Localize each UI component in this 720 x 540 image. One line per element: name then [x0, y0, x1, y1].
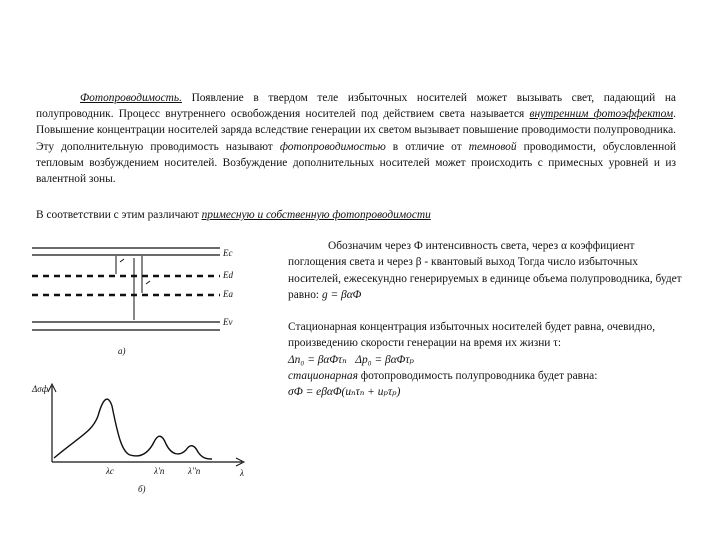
level-label-ev: Ev	[223, 317, 233, 327]
p1-part-a: Появление в твердом теле избыточных носителей может вызывать свет, падающий на полупроводник. Процесс внутреннего освобождения носителей под действием света называется	[36, 92, 676, 121]
photon-marks	[120, 259, 150, 284]
photoconductivity-text: фотопроводимость полупроводника будет равна:	[357, 370, 598, 383]
main-paragraph	[36, 90, 676, 187]
formula-dp: Δp₀ = βαΦτₚ	[355, 353, 414, 366]
summary-line	[36, 207, 431, 223]
level-label-ec: Ec	[223, 248, 233, 258]
concentration-formulas	[288, 352, 688, 368]
sigma-formula: σФ = eβαΦ(uₙτₙ + uₚτₚ)	[288, 386, 401, 399]
figure-label-a: а)	[118, 346, 126, 356]
p1-part-b: . Повышение концентрации носителей заряда вследствие генерации их светом вызывает повышение проводимости полупроводника. Эту дополнительную проводимость называют	[36, 108, 676, 153]
x-axis-label: λ	[240, 468, 244, 478]
formula-dn: Δn₀ = βαΦτₙ	[288, 353, 347, 366]
photoconductivity-line	[288, 368, 688, 384]
stationary-paragraph	[288, 319, 688, 400]
generation-formula: g = βαΦ	[321, 288, 362, 301]
generation-paragraph	[288, 238, 688, 303]
term-dark: темновой	[468, 140, 517, 153]
stationary-text: Стационарная концентрация избыточных носителей будет равна, очевидно, произведению скорости генерации на время их жизни τ:	[288, 321, 656, 350]
tick-lambda-c: λс	[106, 466, 114, 476]
term-photoconductivity: фотопроводимостью	[279, 140, 386, 153]
p1-part-c: в отличие от	[385, 140, 469, 153]
tick-lambda-p1: λ'п	[154, 466, 165, 476]
term-internal-effect: внутренним фотоэффектом	[529, 108, 674, 121]
spectrum-plot	[48, 384, 244, 466]
band-diagram	[32, 248, 220, 330]
generation-text: Обозначим через Ф интенсивность света, через α коэффициент поглощения света и через β - квантовый выход Тогда число избыточных носителей, ежесекундно генерируемых в единице объема полупроводника, будет равно:	[288, 240, 682, 301]
y-axis-label: Δσф	[32, 384, 49, 394]
tick-lambda-p2: λ''п	[188, 466, 201, 476]
level-label-ed: Ed	[223, 270, 233, 280]
stationary-word: стационарная	[288, 370, 358, 383]
right-column	[288, 238, 688, 401]
band-and-spectrum-figure	[30, 236, 260, 526]
level-label-ea: Ea	[223, 289, 233, 299]
p1-part-d: проводимости, обусловленной тепловым возбуждением носителей. Возбуждение дополнительных носителей может происходить с примесных уровней и из валентной зоны.	[36, 140, 677, 186]
figure-label-b: б)	[138, 484, 146, 494]
term-impurity-intrinsic: примесную и собственную фотопроводимости	[201, 209, 431, 221]
photoconductivity-curve	[54, 399, 212, 459]
term-title: Фотопроводимость.	[80, 92, 182, 104]
p2-part-a: В соответствии с этим различают	[36, 209, 202, 221]
